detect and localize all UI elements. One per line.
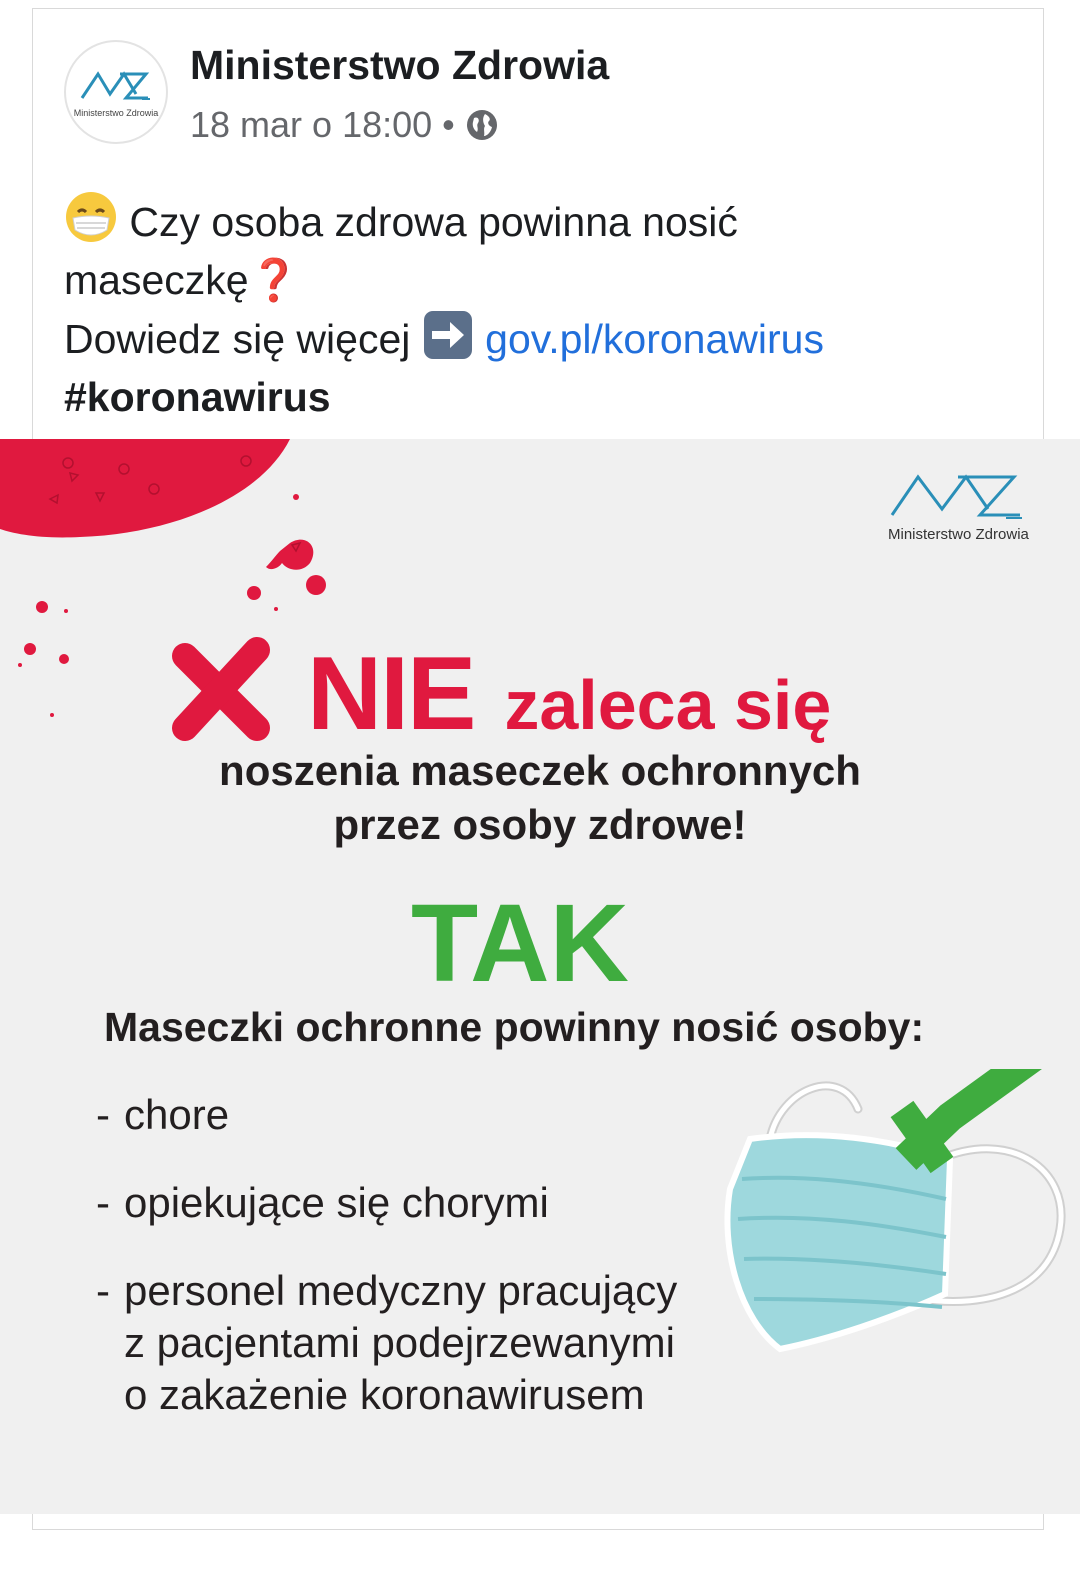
external-link[interactable]: gov.pl/koronawirus <box>485 316 824 362</box>
hashtag-link[interactable]: #koronawirus <box>64 374 331 420</box>
meta-separator: • <box>442 104 455 145</box>
tak-text: TAK <box>411 882 629 1005</box>
subheading-line-2: przez osoby zdrowe! <box>333 801 747 848</box>
question-mark-icon: ❓ <box>248 257 300 303</box>
post-meta <box>190 104 499 146</box>
face-mask-icon <box>720 1069 1070 1379</box>
logo-label: Ministerstwo Zdrowia <box>888 526 1029 543</box>
mz-logo-icon <box>888 471 1024 519</box>
mz-logo <box>888 471 1038 543</box>
post-text-line-1: Czy osoba zdrowa powinna nosić <box>64 190 1004 251</box>
post-timestamp[interactable]: 18 mar o 18:00 <box>190 104 433 145</box>
subheading-line-1: noszenia maseczek ochronnych <box>219 747 861 794</box>
nie-text: NIE <box>307 636 475 752</box>
nie-headline <box>165 634 832 752</box>
right-arrow-icon <box>422 309 474 361</box>
list-item: - personel medyczny pracujący z pacjentami podejrzewanymi o zakażenie koronawirusem <box>96 1267 678 1418</box>
page-name-link[interactable]: Ministerstwo Zdrowia <box>190 42 610 88</box>
mask-face-emoji-icon <box>64 190 118 244</box>
red-x-icon <box>165 636 277 744</box>
list-heading: Maseczki ochronne powinny nosić osoby: <box>104 1004 925 1050</box>
zaleca-text: zaleca się <box>504 666 832 744</box>
list-item: - opiekujące się chorymi <box>96 1179 549 1226</box>
post-text-line-2: maseczkę❓ <box>64 257 300 303</box>
post-body <box>64 190 1004 426</box>
globe-icon[interactable] <box>465 108 499 142</box>
page-avatar[interactable] <box>64 40 168 144</box>
list-item: - chore <box>96 1091 230 1138</box>
avatar-label: Ministerstwo Zdrowia <box>73 108 159 118</box>
post-text-line-3: Dowiedz się więcej gov.pl/koronawirus <box>64 309 1004 368</box>
infographic-image[interactable] <box>0 439 1080 1514</box>
mz-logo-icon <box>80 68 152 102</box>
